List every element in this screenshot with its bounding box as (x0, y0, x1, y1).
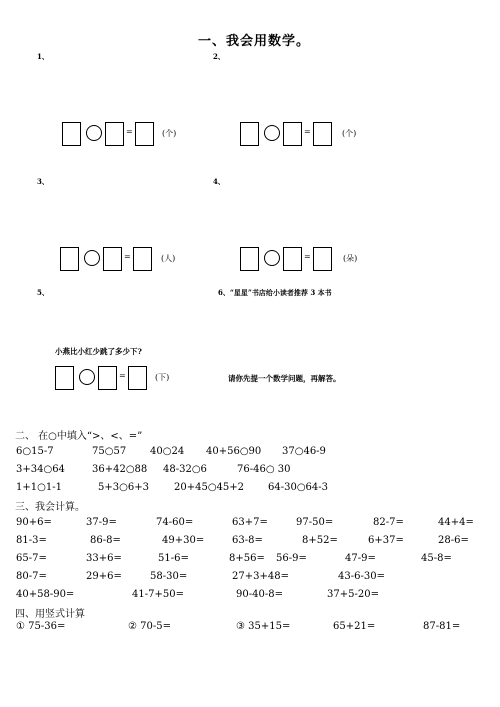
problem-5-question: 小燕比小红少跳了多少下? (55, 347, 142, 356)
calc-row (0, 571, 500, 585)
calc-item: 90-40-8= (236, 589, 283, 600)
calc-item: 8+56= (229, 553, 265, 564)
operator-circle[interactable] (84, 250, 100, 266)
calc-item: 6+37= (368, 535, 404, 546)
answer-box[interactable] (133, 247, 152, 271)
problem-6-text: 6、“星星”书店给小读者推荐 3 本书 (218, 288, 332, 297)
compare-row (0, 446, 500, 460)
equals-sign: = (124, 252, 131, 261)
answer-box[interactable] (313, 247, 332, 271)
section-3-heading: 三、我会计算。 (15, 502, 85, 513)
calc-item: 58-30= (150, 571, 188, 582)
compare-item: 40○24 (150, 446, 185, 457)
calc-item: 81-3= (16, 535, 47, 546)
equation-1 (62, 122, 192, 146)
calc-item: 63-8= (232, 535, 263, 546)
compare-item: 1+1○1-1 (16, 482, 62, 493)
answer-box[interactable] (60, 247, 79, 271)
calc-item: 56-9= (276, 553, 307, 564)
unit-label: (个) (342, 129, 357, 138)
problem-3-number: 3、 (37, 177, 49, 186)
calc-row (0, 535, 500, 549)
operator-circle[interactable] (79, 369, 95, 385)
operator-circle[interactable] (86, 125, 102, 141)
calc-item: 33+6= (86, 553, 122, 564)
equation-2 (240, 122, 370, 146)
answer-box[interactable] (103, 247, 122, 271)
problem-5-number: 5、 (37, 288, 49, 297)
answer-box[interactable] (240, 247, 259, 271)
vertical-calc-item: 65+21= (333, 621, 376, 632)
problem-1-number: 1、 (37, 52, 49, 61)
operator-circle[interactable] (264, 125, 280, 141)
calc-item: 27+3+48= (232, 571, 289, 582)
compare-item: 5+3○6+3 (98, 482, 149, 493)
calc-item: 63+7= (232, 517, 268, 528)
section-4-heading: 四、用竖式计算 (15, 609, 85, 620)
unit-label: (个) (162, 129, 177, 138)
operator-circle[interactable] (264, 250, 280, 266)
compare-item: 48-32○6 (163, 464, 207, 475)
compare-item: 40+56○90 (206, 446, 262, 457)
section-2-heading: 二、 在○中填入“>、<、=” (15, 431, 143, 442)
calc-item: 37+5-20= (327, 589, 379, 600)
equation-5 (55, 366, 185, 390)
vertical-calc-item: ② 70-5= (128, 621, 171, 632)
unit-label: (下) (155, 373, 170, 382)
answer-box[interactable] (105, 122, 124, 146)
unit-label: (人) (161, 254, 176, 263)
equation-4 (240, 247, 370, 271)
answer-box[interactable] (240, 122, 259, 146)
answer-box[interactable] (98, 366, 117, 390)
equals-sign: = (304, 127, 311, 136)
vertical-calc-item: ① 75-36= (16, 621, 66, 632)
answer-box[interactable] (283, 122, 302, 146)
calc-item: 74-60= (156, 517, 194, 528)
calc-item: 44+4= (438, 517, 474, 528)
calc-item: 97-50= (296, 517, 334, 528)
equals-sign: = (126, 127, 133, 136)
answer-box[interactable] (283, 247, 302, 271)
calc-item: 65-7= (16, 553, 47, 564)
compare-item: 3+34○64 (16, 464, 65, 475)
calc-item: 41-7+50= (132, 589, 184, 600)
calc-item: 82-7= (373, 517, 404, 528)
unit-label: (朵) (343, 254, 358, 263)
compare-item: 75○57 (92, 446, 127, 457)
answer-box[interactable] (313, 122, 332, 146)
calc-item: 43-6-30= (338, 571, 385, 582)
calc-item: 51-6= (158, 553, 189, 564)
calc-item: 90+6= (16, 517, 52, 528)
page-title: 一、我会用数学。 (198, 34, 311, 49)
calc-item: 40+58-90= (16, 589, 75, 600)
compare-item: 37○46-9 (282, 446, 326, 457)
calc-item: 86-8= (90, 535, 121, 546)
answer-box[interactable] (135, 122, 154, 146)
vertical-calc-item: 87-81= (423, 621, 461, 632)
calc-item: 8+52= (302, 535, 338, 546)
equals-sign: = (304, 252, 311, 261)
problem-2-number: 2、 (213, 52, 225, 61)
calc-row (0, 553, 500, 567)
calc-row (0, 589, 500, 603)
compare-item: 20+45○45+2 (174, 482, 245, 493)
answer-box[interactable] (62, 122, 81, 146)
answer-box[interactable] (55, 366, 74, 390)
calc-item: 47-9= (345, 553, 376, 564)
compare-item: 64-30○64-3 (268, 482, 329, 493)
calc-item: 28-6= (438, 535, 469, 546)
calc-item: 80-7= (16, 571, 47, 582)
vertical-calc-item: ③ 35+15= (236, 621, 291, 632)
problem-6-prompt: 请你先提一个数学问题，再解答。 (228, 374, 341, 383)
calc-item: 45-8= (421, 553, 452, 564)
answer-box[interactable] (128, 366, 147, 390)
calc-item: 49+30= (162, 535, 205, 546)
compare-row (0, 482, 500, 496)
compare-item: 6○15-7 (16, 446, 54, 457)
equals-sign: = (119, 371, 126, 380)
calc-item: 29+6= (86, 571, 122, 582)
calc-item: 37-9= (86, 517, 117, 528)
compare-item: 36+42○88 (92, 464, 148, 475)
compare-row (0, 464, 500, 478)
compare-item: 76-46○ 30 (237, 464, 291, 475)
problem-4-number: 4、 (213, 177, 225, 186)
equation-3 (60, 247, 190, 271)
calc-row (0, 517, 500, 531)
vertical-calc-row (0, 621, 500, 635)
